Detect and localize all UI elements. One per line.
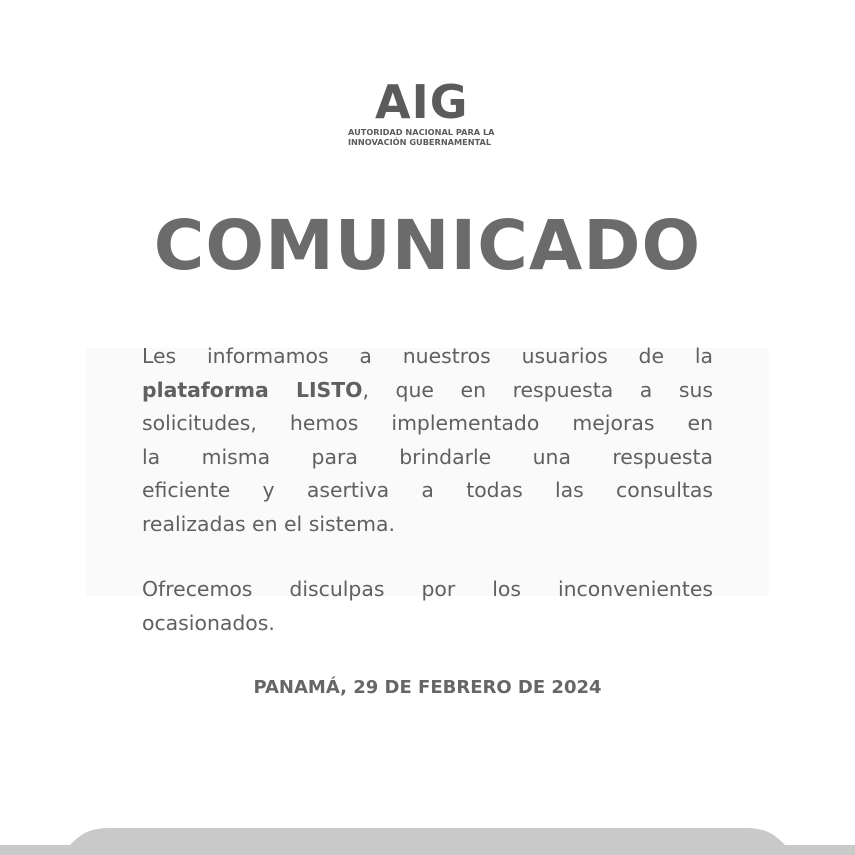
logo-mark: AIG [375,75,469,129]
paragraph-line: la misma para brindarle una respuesta [142,444,713,469]
apology-paragraph [142,573,713,640]
page-title: COMUNICADO [153,206,702,286]
logo-subtitle-line-1: AUTORIDAD NACIONAL PARA LA [348,127,495,137]
paragraph-line: realizadas en el sistema. [142,511,395,536]
paragraph-line-text: , que en respuesta a sus [362,377,713,402]
paragraph-line: Ofrecemos disculpas por los inconvenientes [142,577,713,601]
announcement-paragraph [142,340,713,541]
logo-subtitle-line-2: INNOVACIÓN GUBERNAMENTAL [348,137,492,147]
paragraph-line: Les informamos a nuestros usuarios de la [142,344,713,368]
paragraph-line: eficiente y asertiva a todas las consultas [142,478,713,502]
paragraph-line [142,374,713,408]
paragraph-line: solicitudes, hemos implementado mejoras en [142,411,713,435]
paragraph-line: ocasionados. [142,610,275,635]
footer-wave [0,825,855,855]
platform-name: plataforma LISTO [142,377,363,402]
date-line: PANAMÁ, 29 DE FEBRERO DE 2024 [253,677,602,698]
